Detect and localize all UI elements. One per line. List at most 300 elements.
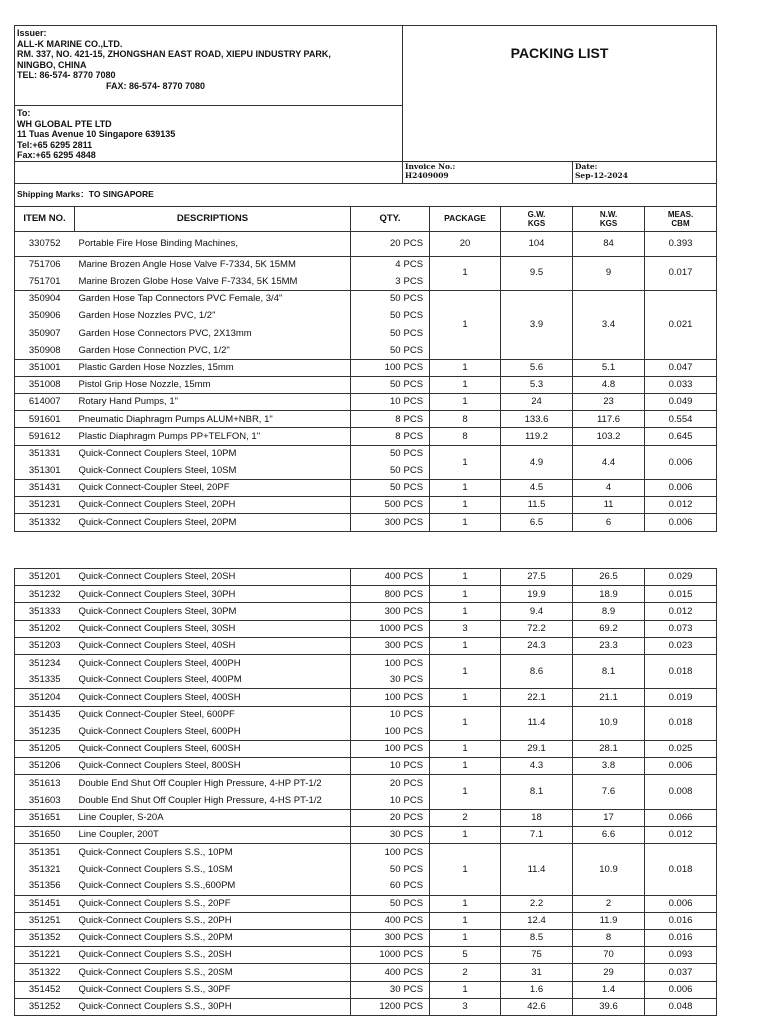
item-unit: PCS — [403, 964, 430, 981]
item-qty: 50 — [351, 342, 403, 359]
invoice-number: H2409009 — [405, 170, 449, 180]
measurement: 0.047 — [645, 359, 717, 376]
item-qty: 100 — [351, 844, 403, 861]
measurement: 0.023 — [645, 637, 717, 654]
item-qty: 400 — [351, 964, 403, 981]
item-number: 350908 — [28, 344, 61, 356]
item-qty: 20 — [351, 231, 403, 256]
table-row — [15, 231, 717, 256]
package-count: 1 — [430, 514, 501, 531]
item-number: 351234 — [15, 654, 75, 671]
package-count: 8 — [430, 428, 501, 445]
table-row — [15, 895, 717, 912]
item-unit: PCS — [403, 445, 430, 462]
item-number: 351351 — [15, 844, 75, 861]
item-unit: PCS — [403, 376, 430, 393]
item-qty: 1200 — [351, 998, 403, 1015]
col-meas — [645, 206, 717, 231]
gross-weight: 1.6 — [501, 981, 573, 998]
package-count: 1 — [430, 256, 501, 290]
net-weight: 4.8 — [573, 376, 645, 393]
measurement: 0.025 — [645, 740, 717, 757]
gross-weight: 24 — [501, 394, 573, 411]
measurement: 0.033 — [645, 376, 717, 393]
packing-list-table-continued — [14, 568, 717, 1016]
package-count: 1 — [430, 981, 501, 998]
measurement: 0.006 — [645, 514, 717, 531]
col-meas-label: MEAS. — [667, 209, 694, 219]
item-qty: 50 — [351, 462, 403, 479]
table-row — [15, 428, 717, 445]
table-row — [15, 256, 717, 273]
gross-weight: 24.3 — [501, 637, 573, 654]
package-count: 1 — [430, 359, 501, 376]
gross-weight: 31 — [501, 964, 573, 981]
item-number: 351435 — [15, 706, 75, 723]
table-row — [15, 981, 717, 998]
col-gw-label: G.W. — [527, 209, 546, 219]
item-description: Garden Hose Connectors PVC, 2X13mm — [78, 327, 252, 339]
item-unit: PCS — [403, 497, 430, 514]
gross-weight: 9.4 — [501, 603, 573, 620]
item-number: 351331 — [15, 445, 75, 462]
net-weight: 70 — [573, 947, 645, 964]
item-number: 351231 — [15, 497, 75, 514]
item-number: 351613 — [15, 775, 75, 792]
col-nw — [573, 206, 645, 231]
item-description: Quick-Connect Couplers S.S., 20SH — [75, 947, 351, 964]
net-weight: 3.4 — [573, 290, 645, 359]
col-item-no: ITEM NO. — [15, 206, 75, 231]
table-row — [15, 411, 717, 428]
item-unit: PCS — [403, 411, 430, 428]
net-weight: 117.6 — [573, 411, 645, 428]
item-unit: PCS — [403, 479, 430, 496]
item-number: 351356 — [28, 880, 61, 892]
table-row — [15, 826, 717, 843]
item-number: 350904 — [15, 290, 75, 307]
measurement: 0.006 — [645, 479, 717, 496]
item-number: 591601 — [15, 411, 75, 428]
item-description: Line Coupler, 200T — [75, 826, 351, 843]
net-weight: 6.6 — [573, 826, 645, 843]
package-count: 2 — [430, 809, 501, 826]
issuer-block — [15, 26, 403, 106]
item-qty: 50 — [351, 290, 403, 307]
item-description: Garden Hose Nozzles PVC, 1/2" — [78, 310, 216, 322]
gross-weight: 29.1 — [501, 740, 573, 757]
net-weight: 84 — [573, 231, 645, 256]
item-unit: PCS — [403, 637, 430, 654]
measurement: 0.073 — [645, 620, 717, 637]
gross-weight: 5.3 — [501, 376, 573, 393]
item-unit: PCS — [403, 880, 424, 892]
measurement: 0.037 — [645, 964, 717, 981]
gross-weight: 11.4 — [501, 844, 573, 896]
item-number: 351235 — [28, 725, 61, 737]
table-row — [15, 740, 717, 757]
measurement: 0.021 — [645, 290, 717, 359]
consignee-block — [15, 106, 403, 162]
item-unit: PCS — [403, 844, 430, 861]
item-description: Garden Hose Connection PVC, 1/2" — [78, 344, 230, 356]
issuer-fax: FAX: 86-574- 8770 7080 — [106, 80, 206, 91]
item-number: 591612 — [15, 428, 75, 445]
item-qty: 10 — [351, 706, 403, 723]
item-description: Double End Shut Off Coupler High Pressure, 4-HS PT-1/2 — [78, 794, 322, 806]
package-count: 1 — [430, 445, 501, 479]
item-number: 351301 — [28, 464, 61, 476]
item-unit: PCS — [403, 603, 430, 620]
item-description: Marine Brozen Angle Hose Valve F-7334, 5K 15MM — [75, 256, 351, 273]
item-unit: PCS — [403, 275, 424, 287]
shipping-marks: Shipping Marks：TO SINGAPORE — [15, 183, 717, 206]
item-description: Quick Connect-Coupler Steel, 600PF — [75, 706, 351, 723]
item-description: Quick-Connect Couplers Steel, 30PH — [75, 586, 351, 603]
item-description: Quick-Connect Couplers S.S.,600PM — [78, 880, 236, 892]
package-count: 1 — [430, 740, 501, 757]
item-number: 751701 — [28, 275, 61, 287]
table-row — [15, 586, 717, 603]
col-package: PACKAGE — [430, 206, 501, 231]
net-weight: 23 — [573, 394, 645, 411]
item-number: 350907 — [28, 327, 61, 339]
table-row — [15, 569, 717, 586]
table-row — [15, 689, 717, 706]
table-row — [15, 359, 717, 376]
gross-weight: 27.5 — [501, 569, 573, 586]
item-description: Quick-Connect Couplers Steel, 20PM — [75, 514, 351, 531]
table-row — [15, 445, 717, 462]
package-count: 1 — [430, 394, 501, 411]
item-number: 351333 — [15, 603, 75, 620]
consignee-address: 11 Tuas Avenue 10 Singapore 639135 — [17, 129, 176, 139]
item-number: 351251 — [15, 912, 75, 929]
item-qty: 100 — [351, 689, 403, 706]
measurement: 0.012 — [645, 826, 717, 843]
item-number: 351252 — [15, 998, 75, 1015]
gross-weight: 42.6 — [501, 998, 573, 1015]
item-description: Plastic Garden Hose Nozzles, 15mm — [75, 359, 351, 376]
item-number: 351206 — [15, 758, 75, 775]
measurement: 0.554 — [645, 411, 717, 428]
net-weight: 8.9 — [573, 603, 645, 620]
package-count: 1 — [430, 706, 501, 740]
col-nw-unit: KGS — [599, 218, 618, 228]
gross-weight: 7.1 — [501, 826, 573, 843]
item-description: Quick-Connect Couplers Steel, 40SH — [75, 637, 351, 654]
item-unit: PCS — [403, 998, 430, 1015]
item-qty: 20 — [351, 775, 403, 792]
table-row — [15, 376, 717, 393]
package-count: 1 — [430, 497, 501, 514]
table-row — [15, 758, 717, 775]
item-unit: PCS — [403, 794, 424, 806]
item-description: Quick-Connect Couplers S.S., 10PM — [75, 844, 351, 861]
net-weight: 18.9 — [573, 586, 645, 603]
package-count: 1 — [430, 637, 501, 654]
item-qty: 30 — [351, 672, 403, 689]
gross-weight: 4.3 — [501, 758, 573, 775]
measurement: 0.393 — [645, 231, 717, 256]
item-qty: 50 — [351, 895, 403, 912]
measurement: 0.645 — [645, 428, 717, 445]
item-description: Line Coupler, S-20A — [75, 809, 351, 826]
table-row — [15, 809, 717, 826]
item-number: 351205 — [15, 740, 75, 757]
invoice-block — [403, 161, 573, 183]
item-number: 351221 — [15, 947, 75, 964]
col-descriptions: DESCRIPTIONS — [75, 206, 351, 231]
item-number: 351001 — [15, 359, 75, 376]
item-qty: 8 — [351, 411, 403, 428]
item-unit: PCS — [403, 863, 424, 875]
col-meas-unit: CBM — [671, 218, 690, 228]
gross-weight: 3.9 — [501, 290, 573, 359]
item-unit: PCS — [403, 428, 430, 445]
item-unit: PCS — [403, 689, 430, 706]
gross-weight: 8.1 — [501, 775, 573, 809]
gross-weight: 22.1 — [501, 689, 573, 706]
item-number: 351203 — [15, 637, 75, 654]
item-qty: 100 — [351, 740, 403, 757]
gross-weight: 4.5 — [501, 479, 573, 496]
net-weight: 23.3 — [573, 637, 645, 654]
package-count: 1 — [430, 929, 501, 946]
item-description: Double End Shut Off Coupler High Pressure, 4-HP PT-1/2 — [75, 775, 351, 792]
item-qty: 50 — [351, 445, 403, 462]
item-qty: 300 — [351, 637, 403, 654]
item-unit: PCS — [403, 256, 430, 273]
table-row — [15, 290, 717, 307]
item-qty: 50 — [351, 376, 403, 393]
consignee-label: To: — [17, 108, 31, 118]
item-unit: PCS — [403, 740, 430, 757]
consignee-fax: Fax:+65 6295 4848 — [17, 150, 96, 160]
gross-weight: 72.2 — [501, 620, 573, 637]
measurement: 0.006 — [645, 895, 717, 912]
col-gw — [501, 206, 573, 231]
item-description: Quick-Connect Couplers S.S., 30PH — [75, 998, 351, 1015]
item-description: Quick-Connect Couplers Steel, 10PM — [75, 445, 351, 462]
packing-list-table — [14, 25, 717, 532]
table-row — [15, 929, 717, 946]
net-weight: 10.9 — [573, 844, 645, 896]
gross-weight: 119.2 — [501, 428, 573, 445]
item-number: 614007 — [15, 394, 75, 411]
package-count: 1 — [430, 844, 501, 896]
measurement: 0.012 — [645, 497, 717, 514]
measurement: 0.049 — [645, 394, 717, 411]
item-description: Quick-Connect Couplers Steel, 20PH — [75, 497, 351, 514]
item-qty: 300 — [351, 603, 403, 620]
package-count: 1 — [430, 376, 501, 393]
measurement: 0.029 — [645, 569, 717, 586]
gross-weight: 133.6 — [501, 411, 573, 428]
net-weight: 103.2 — [573, 428, 645, 445]
item-qty: 400 — [351, 912, 403, 929]
net-weight: 17 — [573, 809, 645, 826]
net-weight: 11 — [573, 497, 645, 514]
item-description: Quick-Connect Couplers S.S., 20PF — [75, 895, 351, 912]
item-number: 351008 — [15, 376, 75, 393]
package-count: 5 — [430, 947, 501, 964]
measurement: 0.093 — [645, 947, 717, 964]
net-weight: 11.9 — [573, 912, 645, 929]
issuer-address-2: NINGBO, CHINA — [17, 59, 87, 70]
table-row — [15, 998, 717, 1015]
item-qty: 8 — [351, 428, 403, 445]
item-description: Quick-Connect Couplers S.S., 20PM — [75, 929, 351, 946]
item-qty: 4 — [351, 256, 403, 273]
measurement: 0.016 — [645, 912, 717, 929]
item-qty: 800 — [351, 586, 403, 603]
item-description: Quick-Connect Couplers S.S., 20SM — [75, 964, 351, 981]
item-unit: PCS — [403, 929, 430, 946]
package-count: 1 — [430, 479, 501, 496]
item-description: Quick-Connect Couplers S.S., 10SM — [78, 863, 233, 875]
item-description: Quick-Connect Couplers Steel, 10SM — [78, 464, 237, 476]
item-unit: PCS — [403, 394, 430, 411]
net-weight: 21.1 — [573, 689, 645, 706]
measurement: 0.006 — [645, 981, 717, 998]
item-unit: PCS — [403, 464, 424, 476]
consignee-name: WH GLOBAL PTE LTD — [17, 118, 112, 129]
item-qty: 300 — [351, 929, 403, 946]
item-number: 351201 — [15, 569, 75, 586]
package-count: 3 — [430, 620, 501, 637]
date-label: Date: — [575, 161, 598, 171]
item-unit: PCS — [403, 826, 430, 843]
item-description: Rotary Hand Pumps, 1" — [75, 394, 351, 411]
item-number: 330752 — [28, 237, 61, 249]
table-row — [15, 912, 717, 929]
measurement: 0.018 — [645, 844, 717, 896]
gross-weight: 19.9 — [501, 586, 573, 603]
item-description: Plastic Diaphragm Pumps PP+TELFON, 1" — [75, 428, 351, 445]
item-qty: 50 — [351, 308, 403, 325]
item-description: Garden Hose Tap Connectors PVC Female, 3/4" — [75, 290, 351, 307]
item-description: Marine Brozen Globe Hose Valve F-7334, 5K 15MM — [78, 275, 298, 287]
item-number: 351321 — [28, 863, 61, 875]
item-unit: PCS — [403, 758, 430, 775]
item-unit: PCS — [403, 895, 430, 912]
gross-weight: 9.5 — [501, 256, 573, 290]
item-qty: 30 — [351, 826, 403, 843]
item-unit: PCS — [403, 947, 430, 964]
table-row — [15, 620, 717, 637]
item-qty: 100 — [351, 654, 403, 671]
net-weight: 8.1 — [573, 654, 645, 688]
item-unit: PCS — [403, 654, 430, 671]
gross-weight: 75 — [501, 947, 573, 964]
item-qty: 50 — [351, 861, 403, 878]
item-number: 351352 — [15, 929, 75, 946]
item-description: Portable Fire Hose Binding Machines, — [78, 237, 238, 249]
item-number: 351332 — [15, 514, 75, 531]
item-number: 351202 — [15, 620, 75, 637]
table-row — [15, 964, 717, 981]
item-unit: PCS — [403, 310, 424, 322]
table-row — [15, 394, 717, 411]
item-qty: 1000 — [351, 620, 403, 637]
net-weight: 7.6 — [573, 775, 645, 809]
item-number: 351204 — [15, 689, 75, 706]
item-description: Quick-Connect Couplers Steel, 20SH — [75, 569, 351, 586]
gross-weight: 11.5 — [501, 497, 573, 514]
measurement: 0.018 — [645, 654, 717, 688]
item-qty: 10 — [351, 792, 403, 809]
item-unit: PCS — [403, 674, 424, 686]
item-unit: PCS — [403, 237, 424, 249]
item-number: 351335 — [28, 674, 61, 686]
date-block — [573, 161, 717, 183]
item-description: Pistol Grip Hose Nozzle, 15mm — [75, 376, 351, 393]
net-weight: 5.1 — [573, 359, 645, 376]
table-row — [15, 844, 717, 861]
package-count: 1 — [430, 290, 501, 359]
package-count: 1 — [430, 586, 501, 603]
col-qty: QTY. — [351, 206, 430, 231]
gross-weight: 4.9 — [501, 445, 573, 479]
table-row — [15, 514, 717, 531]
item-qty: 100 — [351, 723, 403, 740]
package-count: 1 — [430, 689, 501, 706]
page-title: PACKING LIST — [403, 26, 717, 162]
gross-weight: 8.6 — [501, 654, 573, 688]
item-unit: PCS — [403, 775, 430, 792]
table-row — [15, 637, 717, 654]
issuer-label: Issuer: — [17, 28, 47, 38]
measurement: 0.008 — [645, 775, 717, 809]
consignee-tel: Tel:+65 6295 2811 — [17, 139, 93, 150]
package-count: 1 — [430, 603, 501, 620]
item-qty: 500 — [351, 497, 403, 514]
measurement: 0.016 — [645, 929, 717, 946]
net-weight: 39.6 — [573, 998, 645, 1015]
measurement: 0.006 — [645, 758, 717, 775]
measurement: 0.048 — [645, 998, 717, 1015]
measurement: 0.018 — [645, 706, 717, 740]
net-weight: 3.8 — [573, 758, 645, 775]
item-unit: PCS — [403, 514, 430, 531]
measurement: 0.015 — [645, 586, 717, 603]
item-unit: PCS — [403, 981, 430, 998]
table-row — [15, 706, 717, 723]
issuer-address-1: RM. 337, NO. 421-15, ZHONGSHAN EAST ROAD, XIEPU INDUSTRY PARK, — [17, 49, 331, 59]
item-unit: PCS — [403, 344, 424, 356]
item-description: Quick-Connect Couplers Steel, 30SH — [75, 620, 351, 637]
measurement: 0.006 — [645, 445, 717, 479]
issuer-tel: TEL: 86-574- 8770 7080 — [17, 70, 116, 80]
measurement: 0.017 — [645, 256, 717, 290]
table-row — [15, 775, 717, 792]
invoice-label: Invoice No.: — [405, 161, 456, 171]
item-qty: 30 — [351, 981, 403, 998]
item-description: Quick-Connect Couplers Steel, 400PH — [75, 654, 351, 671]
package-count: 3 — [430, 998, 501, 1015]
item-unit: PCS — [403, 725, 424, 737]
net-weight: 2 — [573, 895, 645, 912]
gross-weight: 8.5 — [501, 929, 573, 946]
item-unit: PCS — [403, 327, 424, 339]
item-number: 351451 — [15, 895, 75, 912]
gross-weight: 5.6 — [501, 359, 573, 376]
package-count: 1 — [430, 775, 501, 809]
item-number: 351603 — [28, 794, 61, 806]
net-weight: 26.5 — [573, 569, 645, 586]
measurement: 0.066 — [645, 809, 717, 826]
